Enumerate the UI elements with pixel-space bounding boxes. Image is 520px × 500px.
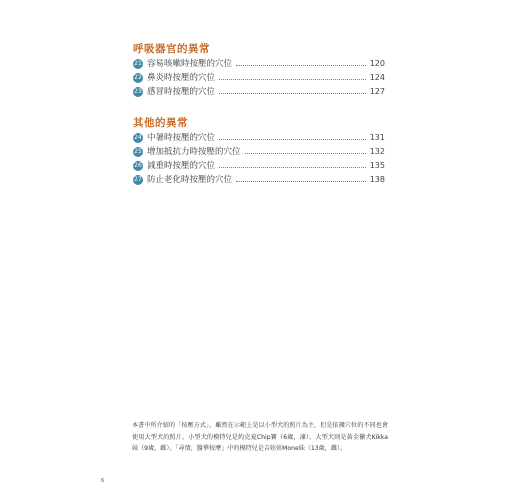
toc-page-number: 131: [369, 133, 385, 142]
dot-leader: [236, 65, 366, 66]
toc-page-number: 124: [369, 73, 385, 82]
toc-item-label: 減重時按壓的穴位: [147, 161, 216, 171]
chapter-number-badge: 26: [134, 162, 142, 169]
toc-page-number: 132: [369, 147, 385, 156]
section-title: 其他的異常: [133, 117, 188, 129]
dot-leader: [219, 139, 366, 140]
toc-item[interactable]: [133, 145, 385, 159]
dot-leader: [219, 167, 366, 168]
toc-item-label: 感冒時按壓的穴位: [147, 87, 216, 97]
chapter-number-badge: 25: [134, 148, 142, 155]
toc-item[interactable]: [133, 131, 385, 145]
chapter-number-badge: 27: [134, 176, 142, 183]
footnote: 本書中所介紹的「按壓方式」，雖然在示範上是以小型犬的照片為主，但是依據穴位的不同也會使用大型犬的照片。小型犬的模特兒是約克夏Chip寶（6歲，凜）、大型犬則是黃金獵犬Kikka妹（9歲，雌）。「尋情，醫華按摩」中的模特兒是吉娃娃Mone妹（13歲，雌）。: [132, 422, 388, 453]
toc-item[interactable]: [133, 85, 385, 99]
toc-item-label: 容易咳嗽時按壓的穴位: [147, 59, 233, 69]
chapter-number-badge: 22: [134, 74, 142, 81]
dot-leader: [236, 181, 366, 182]
toc-item-label: 防止老化時按壓的穴位: [147, 175, 233, 185]
toc-page-number: 138: [369, 175, 385, 184]
toc-item-label: 鼻炎時按壓的穴位: [147, 73, 216, 83]
chapter-number-badge: 24: [134, 134, 142, 141]
toc-section-other: [133, 116, 385, 187]
toc-item[interactable]: [133, 159, 385, 173]
toc-item[interactable]: [133, 173, 385, 187]
chapter-number-badge: 21: [134, 60, 142, 67]
toc-page-number: 127: [369, 87, 385, 96]
toc-item[interactable]: [133, 71, 385, 85]
toc-item[interactable]: [133, 57, 385, 71]
dot-leader: [219, 93, 366, 94]
toc-item-label: 中暑時按壓的穴位: [147, 133, 216, 143]
page-number: 6: [101, 478, 105, 484]
dot-leader: [219, 79, 366, 80]
toc-item-label: 增加抵抗力時按壓的穴位: [147, 147, 241, 157]
chapter-number-badge: 23: [134, 88, 142, 95]
toc-page-number: 120: [369, 59, 385, 68]
dot-leader: [245, 153, 366, 154]
section-title: 呼吸器官的異常: [133, 43, 210, 55]
toc-section-respiratory: [133, 42, 385, 99]
toc-page-number: 135: [369, 161, 385, 170]
